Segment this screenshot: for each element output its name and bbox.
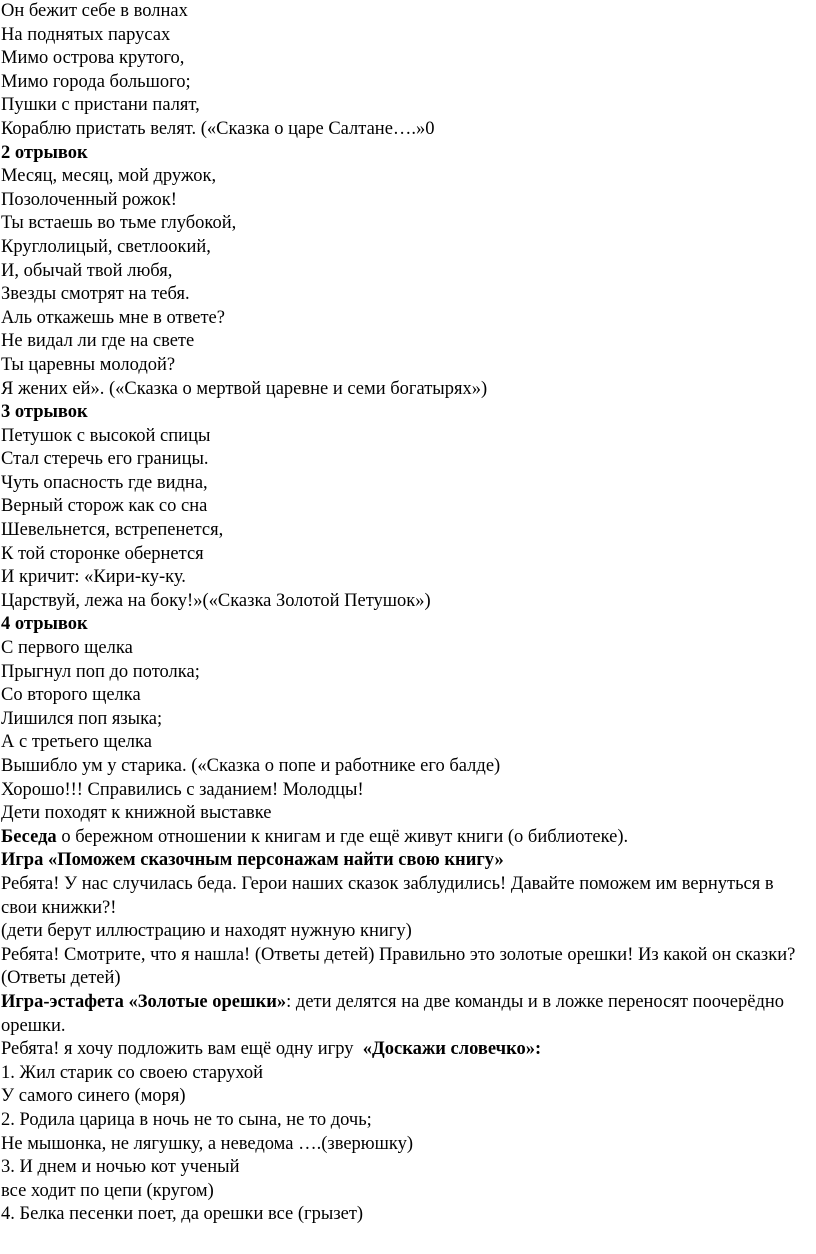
poem-line: С первого щелка [1, 638, 133, 659]
word-game-line: Не мышонка, не лягушку, а неведома ….(зверюшку) [1, 1133, 413, 1154]
fragment-heading: 2 отрывок [1, 142, 88, 163]
fragment-2 [1, 142, 806, 402]
word-game-line: 2. Родила царица в ночь не то сына, не то дочь; [1, 1109, 372, 1130]
poem-line: Мимо острова крутого, [1, 48, 185, 69]
poem-line: Верный сторож как со сна [1, 496, 208, 517]
talk-text: о бережном отношении к книгам и где ещё живут книги (о библиотеке). [56, 826, 629, 847]
word-game-intro: Ребята! я хочу подложить вам ещё одну игру [1, 1039, 363, 1060]
game1-title: Игра «Поможем сказочным персонажам найти свою книгу» [1, 850, 504, 871]
poem-line: Вышибло ум у старика. («Сказка о попе и работнике его балде) [1, 756, 501, 776]
poem-line: Звезды смотрят на тебя. [1, 284, 190, 305]
poem-line: Кораблю пристать велят. («Сказка о царе Салтане….»0 [1, 118, 435, 139]
exhibition-text: Дети походят к книжной выставке [1, 803, 272, 824]
fragment-1 [1, 0, 806, 142]
poem-line: На поднятых парусах [1, 24, 171, 45]
poem-line: Чуть опасность где видна, [1, 472, 208, 493]
poem-line: Ты встаешь во тьме глубокой, [1, 213, 237, 234]
word-game-list [1, 1062, 806, 1227]
fragment-3 [1, 401, 806, 613]
poem-line: Я жених ей». («Сказка о мертвой царевне и семи богатырях») [1, 378, 488, 399]
poem-line: Лишился поп языка; [1, 708, 163, 729]
poem-line: И кричит: «Кири-ку-ку. [1, 567, 186, 588]
game1-text: Ребята! У нас случилась беда. Герои наших сказок заблудились! Давайте поможем им вернуться в свои книжки?! [1, 873, 774, 918]
word-game-line: У самого синего (моря) [1, 1086, 186, 1107]
nuts-text: Ребята! Смотрите, что я нашла! (Ответы детей) Правильно это золотые орешки! Из какой он сказки? (Ответы детей) [1, 944, 796, 989]
relay-title: Игра-эстафета «Золотые орешки» [1, 991, 287, 1012]
poem-line: Петушок с высокой спицы [1, 425, 211, 446]
poem-line: Аль откажешь мне в ответе? [1, 307, 225, 328]
talk-label: Беседа [1, 826, 57, 847]
game1-note: (дети берут иллюстрацию и находят нужную книгу) [1, 921, 412, 942]
word-game-title: «Доскажи словечко»: [362, 1039, 542, 1060]
poem-line: Не видал ли где на свете [1, 331, 195, 352]
activities-section [1, 779, 806, 1062]
poem-line: Шевельнется, встрепенется, [1, 520, 224, 541]
word-game-line: 3. И днем и ночью кот ученый [1, 1157, 240, 1178]
talk-paragraph [1, 826, 806, 850]
poem-line: Позолоченный рожок! [1, 189, 177, 210]
word-game-line: все ходит по цепи (кругом) [1, 1180, 214, 1201]
praise-text: Хорошо!!! Справились с заданием! Молодцы! [1, 779, 364, 800]
poem-line: Он бежит себе в волнах [1, 1, 188, 21]
poem-line: Мимо города большого; [1, 71, 191, 92]
word-game-line: 4. Белка песенки поет, да орешки все (грызет) [1, 1204, 364, 1225]
poem-line: Со второго щелка [1, 685, 141, 706]
relay-text: : дети делятся на две команды и в ложке переносят поочерёдно орешки. [1, 991, 785, 1036]
poem-line: Прыгнул поп до потолка; [1, 661, 200, 682]
poem-line: Ты царевны молодой? [1, 354, 176, 375]
poem-line: Царствуй, лежа на боку!»(«Сказка Золотой Петушок») [1, 590, 431, 611]
relay-paragraph [1, 991, 806, 1038]
poem-line: Стал стеречь его границы. [1, 449, 209, 470]
poem-line: И, обычай твой любя, [1, 260, 173, 281]
poem-line: Пушки с пристани палят, [1, 95, 200, 116]
word-game-intro-paragraph [1, 1038, 806, 1062]
poem-line: Месяц, месяц, мой дружок, [1, 166, 217, 187]
poem-line: А с третьего щелка [1, 732, 152, 753]
fragment-heading: 4 отрывок [1, 614, 88, 635]
fragment-4 [1, 613, 806, 778]
poem-line: К той сторонке обернется [1, 543, 204, 564]
poem-line: Круглолицый, светлоокий, [1, 236, 211, 257]
word-game-line: 1. Жил старик со своею старухой [1, 1062, 264, 1083]
fragment-heading: 3 отрывок [1, 402, 88, 423]
